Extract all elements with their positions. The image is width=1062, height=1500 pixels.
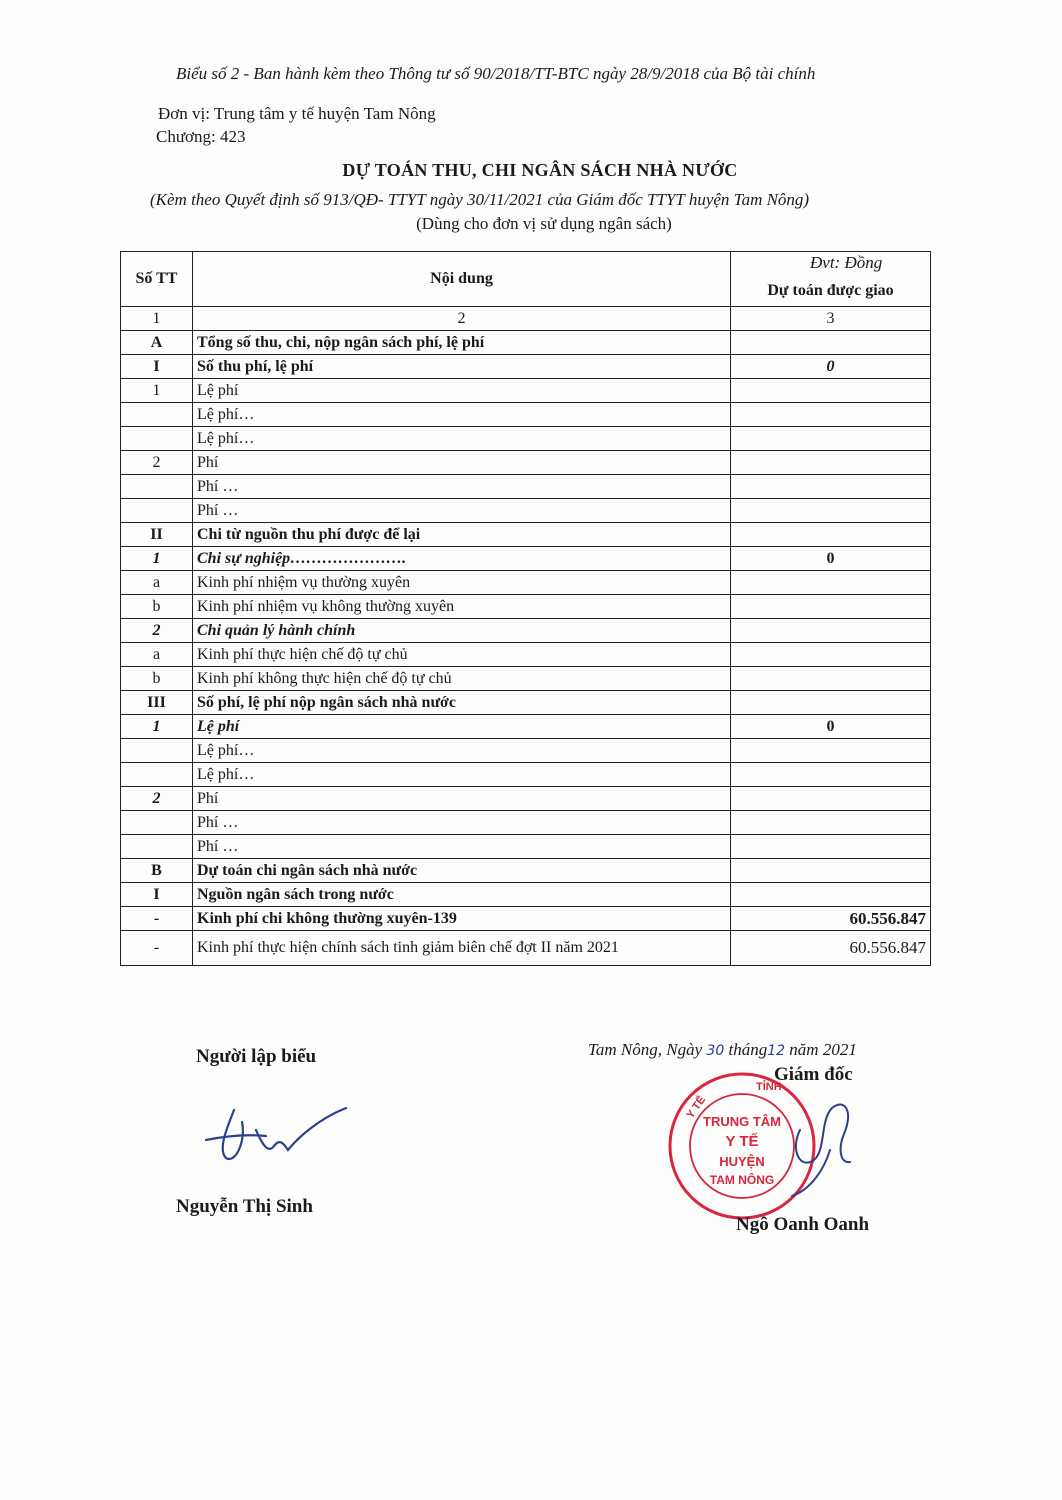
table-row xyxy=(121,643,931,667)
row-stt: 1 xyxy=(121,715,193,739)
row-content: Kinh phí nhiệm vụ thường xuyên xyxy=(193,571,731,595)
date-year: năm 2021 xyxy=(785,1040,857,1059)
row-stt xyxy=(121,475,193,499)
row-amount xyxy=(731,763,931,787)
row-stt xyxy=(121,403,193,427)
header-content: Nội dung xyxy=(193,252,731,307)
row-amount xyxy=(731,331,931,355)
table-row xyxy=(121,451,931,475)
unit-label: Đvt: Đồng xyxy=(810,253,883,272)
table-row xyxy=(121,883,931,907)
document-title: DỰ TOÁN THU, CHI NGÂN SÁCH NHÀ NƯỚC xyxy=(342,160,738,180)
row-content: Phí xyxy=(193,787,731,811)
director-title: Giám đốc xyxy=(774,1064,853,1085)
row-content: Chi sự nghiệp…………………. xyxy=(193,547,731,571)
col-number-3: 3 xyxy=(731,307,931,331)
row-stt: a xyxy=(121,571,193,595)
director-name: Ngô Oanh Oanh xyxy=(736,1214,870,1235)
row-amount: 0 xyxy=(731,547,931,571)
row-amount xyxy=(731,667,931,691)
row-amount xyxy=(731,451,931,475)
row-amount xyxy=(731,619,931,643)
row-stt: - xyxy=(121,907,193,931)
row-stt: III xyxy=(121,691,193,715)
row-amount: 60.556.847 xyxy=(731,931,931,966)
table-row xyxy=(121,547,931,571)
row-amount xyxy=(731,859,931,883)
row-stt xyxy=(121,427,193,451)
decision-line: (Kèm theo Quyết định số 913/QĐ- TTYT ngày 30/11/2021 của Giám đốc TTYT huyện Tam Nông) xyxy=(150,190,810,209)
col-number-1: 1 xyxy=(121,307,193,331)
date-month-word: tháng xyxy=(724,1040,768,1059)
row-amount xyxy=(731,523,931,547)
row-stt xyxy=(121,811,193,835)
preparer-title: Người lập biểu xyxy=(196,1046,317,1067)
row-stt: A xyxy=(121,331,193,355)
stamp-line-3: HUYỆN xyxy=(719,1154,765,1169)
date-month: 12 xyxy=(767,1043,786,1059)
stamp-line-2: Y TẾ xyxy=(725,1133,759,1150)
row-content: Kinh phí chi không thường xuyên-139 xyxy=(193,907,731,931)
row-content: Dự toán chi ngân sách nhà nước xyxy=(193,859,731,883)
row-content: Tổng số thu, chi, nộp ngân sách phí, lệ phí xyxy=(193,331,731,355)
row-content: Phí xyxy=(193,451,731,475)
row-content: Lệ phí… xyxy=(193,763,731,787)
row-stt: - xyxy=(121,931,193,966)
row-amount: 0 xyxy=(731,355,931,379)
table-row xyxy=(121,475,931,499)
row-stt: 1 xyxy=(121,547,193,571)
row-content: Kinh phí không thực hiện chế độ tự chủ xyxy=(193,667,731,691)
row-content: Lệ phí xyxy=(193,715,731,739)
form-note: Biểu số 2 - Ban hành kèm theo Thông tư số 90/2018/TT-BTC ngày 28/9/2018 của Bộ tài chính xyxy=(176,64,816,83)
row-stt xyxy=(121,763,193,787)
row-content: Lệ phí xyxy=(193,379,731,403)
row-amount xyxy=(731,595,931,619)
row-stt: a xyxy=(121,643,193,667)
table-row xyxy=(121,571,931,595)
row-content: Lệ phí… xyxy=(193,403,731,427)
table-row xyxy=(121,811,931,835)
table-row xyxy=(121,499,931,523)
row-amount xyxy=(731,571,931,595)
usage-line: (Dùng cho đơn vị sử dụng ngân sách) xyxy=(416,214,672,233)
table-row xyxy=(121,667,931,691)
director-signature xyxy=(780,1090,880,1200)
table-row xyxy=(121,835,931,859)
row-content: Phí … xyxy=(193,499,731,523)
row-stt xyxy=(121,835,193,859)
row-content: Phí … xyxy=(193,811,731,835)
row-stt: 2 xyxy=(121,619,193,643)
row-amount xyxy=(731,883,931,907)
row-content: Lệ phí… xyxy=(193,427,731,451)
stamp-outer-left: Y TẾ xyxy=(684,1094,709,1121)
row-amount: 0 xyxy=(731,715,931,739)
row-stt: 2 xyxy=(121,787,193,811)
table-row xyxy=(121,403,931,427)
row-stt: b xyxy=(121,595,193,619)
stamp-line-4: TAM NÔNG xyxy=(709,1173,775,1187)
row-stt xyxy=(121,739,193,763)
row-content: Kinh phí thực hiện chính sách tinh giảm biên chế đợt II năm 2021 xyxy=(193,931,731,966)
unit-line: Đơn vị: Trung tâm y tế huyện Tam Nông xyxy=(158,104,436,123)
row-stt: b xyxy=(121,667,193,691)
table-row xyxy=(121,739,931,763)
row-amount xyxy=(731,403,931,427)
table-row xyxy=(121,523,931,547)
table-row xyxy=(121,595,931,619)
row-amount: 60.556.847 xyxy=(731,907,931,931)
row-amount xyxy=(731,499,931,523)
row-stt: II xyxy=(121,523,193,547)
table-row xyxy=(121,619,931,643)
row-amount xyxy=(731,691,931,715)
row-stt xyxy=(121,499,193,523)
row-stt: I xyxy=(121,883,193,907)
row-amount xyxy=(731,811,931,835)
budget-table xyxy=(120,251,931,966)
row-content: Kinh phí nhiệm vụ không thường xuyên xyxy=(193,595,731,619)
table-row xyxy=(121,907,931,931)
row-amount xyxy=(731,427,931,451)
preparer-signature xyxy=(196,1100,356,1170)
place-date-prefix: Tam Nông, Ngày xyxy=(588,1040,707,1059)
header-stt: Số TT xyxy=(121,252,193,307)
row-amount xyxy=(731,379,931,403)
row-content: Chi từ nguồn thu phí được để lại xyxy=(193,523,731,547)
date-day: 30 xyxy=(706,1043,725,1059)
table-row xyxy=(121,859,931,883)
table-row xyxy=(121,427,931,451)
row-content: Phí … xyxy=(193,475,731,499)
row-stt: 2 xyxy=(121,451,193,475)
table-row xyxy=(121,787,931,811)
row-content: Nguồn ngân sách trong nước xyxy=(193,883,731,907)
row-content: Số thu phí, lệ phí xyxy=(193,355,731,379)
row-content: Số phí, lệ phí nộp ngân sách nhà nước xyxy=(193,691,731,715)
table-row xyxy=(121,715,931,739)
row-stt: B xyxy=(121,859,193,883)
row-content: Chi quản lý hành chính xyxy=(193,619,731,643)
table-row xyxy=(121,931,931,966)
row-amount xyxy=(731,739,931,763)
row-content: Phí … xyxy=(193,835,731,859)
header-amount: Dự toán được giao xyxy=(731,252,931,307)
row-stt: I xyxy=(121,355,193,379)
col-number-2: 2 xyxy=(193,307,731,331)
column-number-row xyxy=(121,307,931,331)
preparer-name: Nguyễn Thị Sinh xyxy=(176,1196,313,1217)
stamp-outer-top: TỈNH xyxy=(756,1081,782,1093)
row-content: Lệ phí… xyxy=(193,739,731,763)
table-row xyxy=(121,379,931,403)
stamp-line-1: TRUNG TÂM xyxy=(703,1114,781,1129)
table-row xyxy=(121,763,931,787)
header-row xyxy=(121,252,931,307)
row-amount xyxy=(731,835,931,859)
row-amount xyxy=(731,787,931,811)
row-stt: 1 xyxy=(121,379,193,403)
row-content: Kinh phí thực hiện chế độ tự chủ xyxy=(193,643,731,667)
table-row xyxy=(121,691,931,715)
table-row xyxy=(121,355,931,379)
place-date xyxy=(588,1040,857,1060)
chapter-line: Chương: 423 xyxy=(156,127,246,146)
row-amount xyxy=(731,643,931,667)
row-amount xyxy=(731,475,931,499)
table-row xyxy=(121,331,931,355)
